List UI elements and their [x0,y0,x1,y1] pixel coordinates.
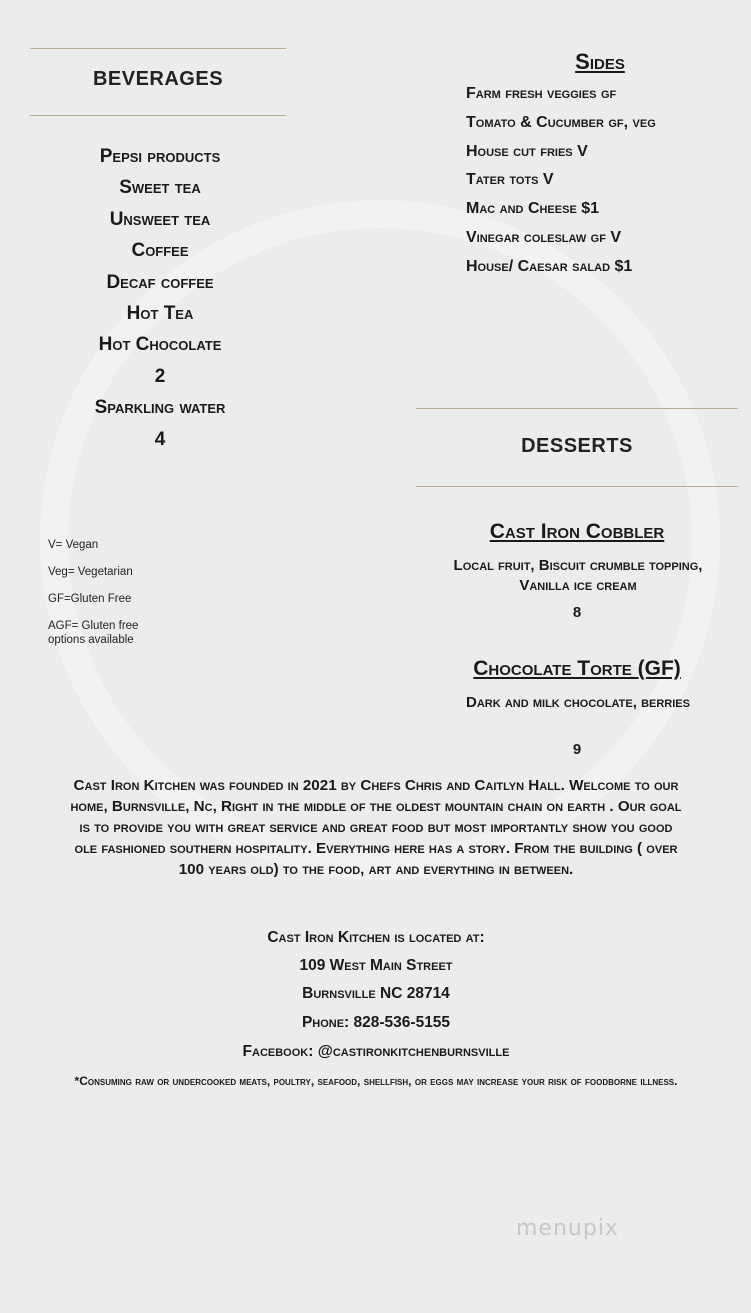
restaurant-story: Cast Iron Kitchen was founded in 2021 by Chefs Chris and Caitlyn Hall. Welcome to our home, Burnsville, Nc, Right in the middle of the oldest mountain chain on earth . Our goal is to provide you with great service and great food but most importantly show you good ole fashioned southern hospitality. Everything here has a story. From the building ( over 100 years old) to the food, art and everything in between. [70,777,682,878]
beverage-item: Pepsi products [99,146,221,167]
city-address: Burnsville NC 28714 [302,985,450,1002]
beverage-item: Hot Tea [126,302,194,324]
side-item: House/ Caesar salad $1 [466,257,633,275]
beverages-list [30,146,290,460]
dessert-price: 8 [572,604,582,621]
dessert-description: Local fruit, Biscuit crumble topping, Vanilla ice cream [453,557,703,594]
beverages-bottom-rule [30,115,286,116]
location-intro: Cast Iron Kitchen is located at: [267,929,485,946]
beverage-item: Hot Chocolate [98,334,222,356]
side-item: House cut fries V [466,142,588,160]
dietary-legend [48,538,170,660]
dessert-price: 9 [572,741,582,758]
sides-title: Sides [575,49,625,74]
street-address: 109 West Main Street [299,957,453,974]
legend-vegan: V= Vegan [48,539,99,551]
beverage-item: Coffee [131,240,189,262]
desserts-top-rule [416,408,738,409]
dessert-description: Dark and milk chocolate, berries [466,694,690,711]
legend-agf: AGF= Gluten free options available [48,620,139,646]
beverage-price: 4 [154,428,166,450]
facebook-handle: Facebook: @castironkitchenburnsville [242,1043,510,1060]
sides-list [466,84,656,286]
legend-vegetarian: Veg= Vegetarian [48,566,133,578]
legend-gluten-free: GF=Gluten Free [48,593,132,605]
side-item: Vinegar coleslaw gf V [466,228,622,246]
side-item: Farm fresh veggies gf [466,85,617,102]
beverage-item: Unsweet tea [109,208,211,230]
beverage-price: 2 [154,365,166,387]
beverage-item: Sparkling water [94,397,226,419]
beverages-title: BEVERAGES [92,68,224,90]
desserts-title: DESSERTS [521,435,633,457]
menupix-watermark: menupix [516,1216,619,1241]
side-item: Tomato & Cucumber gf, veg [466,113,656,131]
beverage-item: Decaf coffee [106,271,214,293]
dessert-name: Cast Iron Cobbler [489,520,665,543]
beverage-item: Sweet tea [119,177,201,199]
side-item: Tater tots V [466,171,554,189]
phone-number: Phone: 828-536-5155 [301,1014,451,1031]
beverages-top-rule [30,48,286,49]
side-item: Mac and Cheese $1 [466,200,600,218]
desserts-bottom-rule [416,486,738,487]
food-safety-notice: *Consuming raw or undercooked meats, poultry, seafood, shellfish, or eggs may increase your risk of foodborne illness. [74,1074,678,1088]
dessert-name: Chocolate Torte (GF) [473,657,681,680]
